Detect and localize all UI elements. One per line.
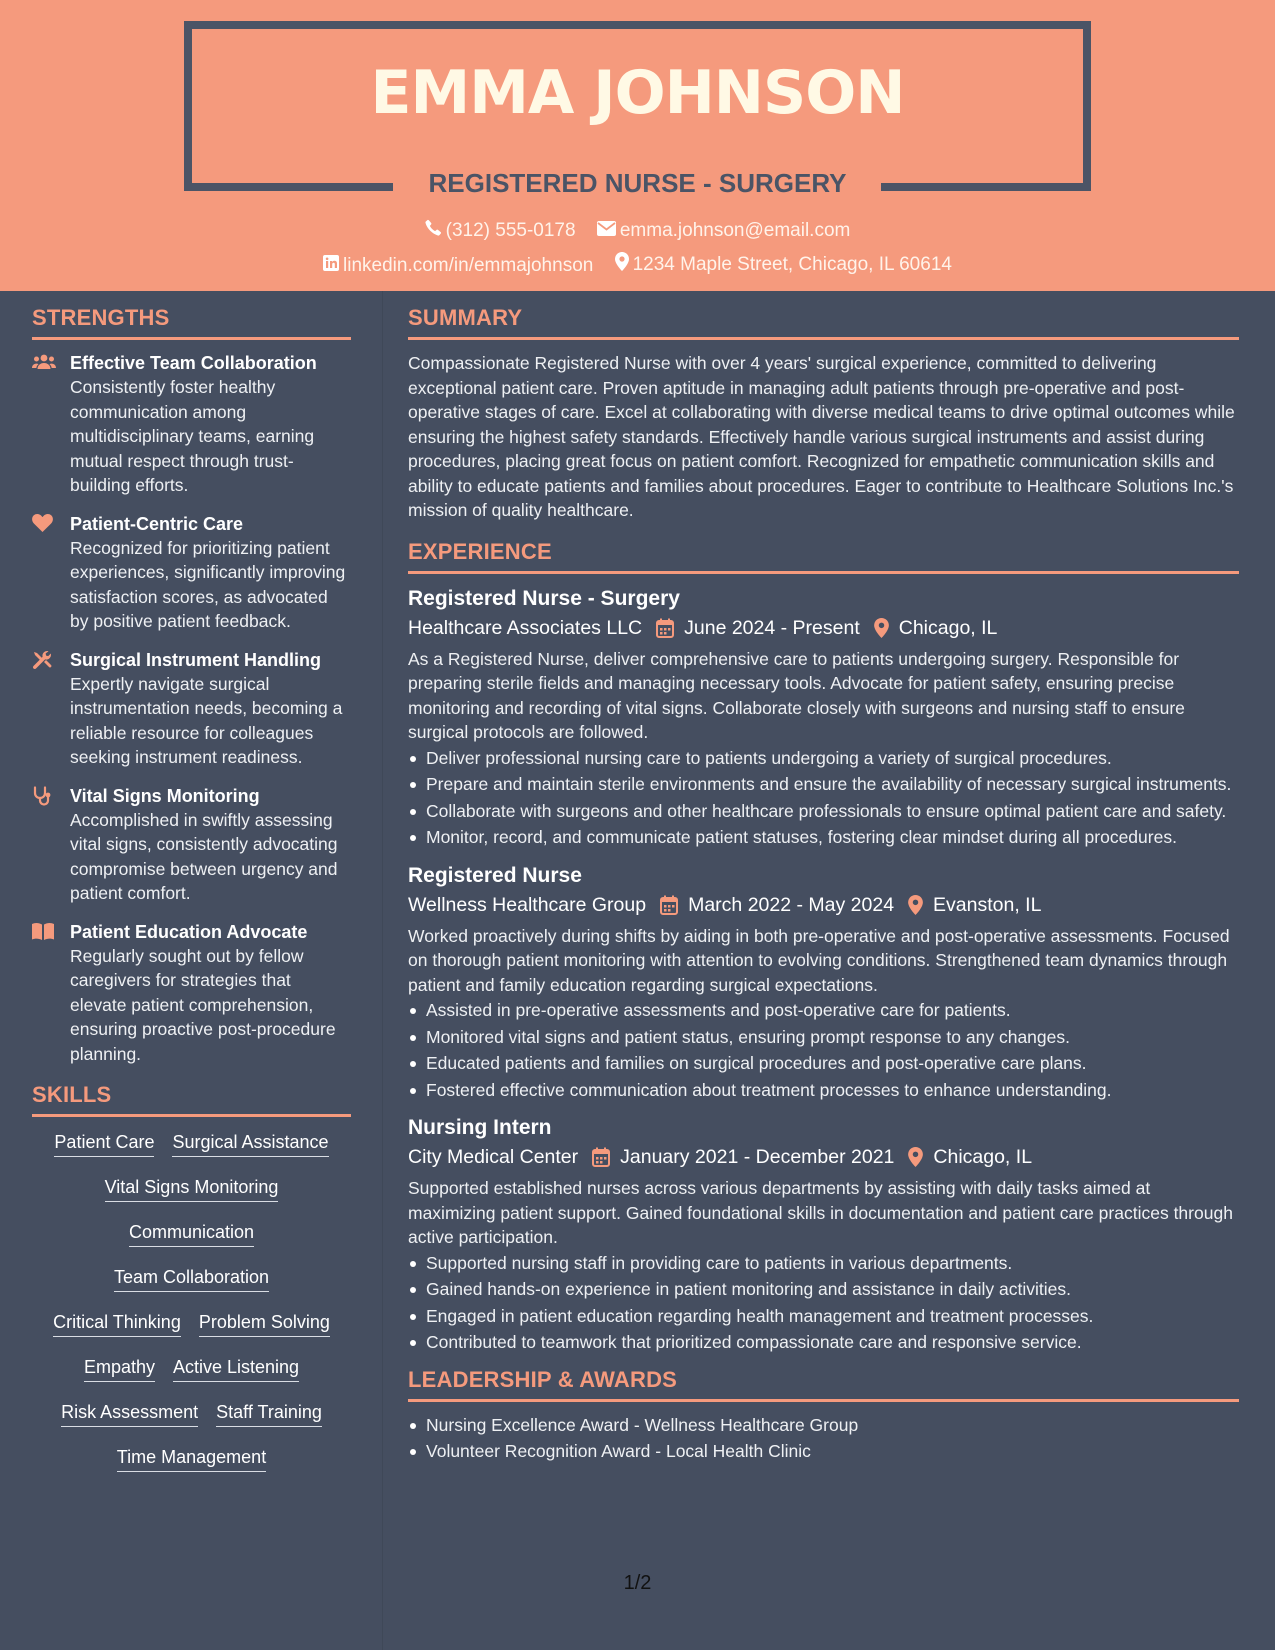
map-pin-icon (874, 618, 889, 638)
candidate-name: EMMA JOHNSON (370, 58, 905, 128)
strength-description: Expertly navigate surgical instrumentation needs, becoming a reliable resource for colleagues seeking instrument readiness. (70, 673, 343, 767)
skill-tag: Team Collaboration (114, 1267, 269, 1292)
list-item: Contributed to teamwork that prioritized compassionate care and responsive service. (408, 1330, 1239, 1355)
strength-description: Accomplished in swiftly assessing vital signs, consistently advocating compromise between urgency and patient comfort. (70, 809, 338, 903)
skill-row (32, 1308, 351, 1353)
address-contact (615, 252, 952, 277)
page-number: 1/2 (623, 1572, 652, 1594)
skill-row (32, 1128, 351, 1173)
strength-item (32, 920, 351, 1067)
skill-tag: Risk Assessment (61, 1402, 198, 1427)
address: 1234 Maple Street, Chicago, IL 60614 (632, 253, 952, 275)
list-item: Monitor, record, and communicate patient statuses, fostering clear mindset during all procedures. (408, 825, 1239, 850)
job-meta (408, 1142, 1239, 1172)
strength-item (32, 512, 351, 634)
awards-list (408, 1413, 1239, 1464)
strength-item (32, 648, 351, 770)
strength-title: Surgical Instrument Handling (70, 649, 322, 670)
heart-icon (32, 512, 70, 634)
job-bullets (408, 1251, 1239, 1355)
contact-line-1 (0, 219, 1275, 242)
list-item: Prepare and maintain sterile environments and ensure the availability of necessary surgical instruments. (408, 772, 1239, 797)
map-pin-icon (908, 1147, 923, 1167)
book-icon (32, 920, 70, 1067)
strength-item (32, 784, 351, 906)
list-item: Educated patients and families on surgical procedures and post-operative care plans. (408, 1051, 1239, 1076)
list-item: Supported nursing staff in providing care to patients in various departments. (408, 1251, 1239, 1276)
job-bullets (408, 998, 1239, 1102)
list-item: Gained hands-on experience in patient monitoring and assistance in daily activities. (408, 1277, 1239, 1302)
skill-row (32, 1443, 351, 1488)
job-entry (408, 585, 1239, 850)
job-location: Chicago, IL (898, 616, 998, 639)
skill-tag: Surgical Assistance (172, 1132, 328, 1157)
skill-tag: Empathy (84, 1357, 155, 1382)
strength-description: Regularly sought out by fellow caregivers for strategies that elevate patient comprehension, ensuring proactive post-procedure planning. (70, 945, 336, 1064)
phone-icon (425, 219, 446, 242)
skill-row (32, 1218, 351, 1263)
right-column (408, 305, 1239, 1466)
map-pin-icon (908, 895, 923, 915)
envelope-icon (597, 220, 620, 242)
awards-heading: LEADERSHIP & AWARDS (408, 1367, 1239, 1402)
job-role: Nursing Intern (408, 1116, 552, 1139)
job-meta (408, 613, 1239, 643)
list-item: Nursing Excellence Award - Wellness Healthcare Group (408, 1413, 1239, 1438)
strength-description: Recognized for prioritizing patient experiences, significantly improving satisfaction scores, as advocated by positive patient feedback. (70, 537, 346, 631)
strength-title: Patient-Centric Care (70, 513, 244, 534)
skill-tag: Problem Solving (199, 1312, 330, 1337)
skill-row (32, 1263, 351, 1308)
contact-line-2 (0, 252, 1275, 277)
calendar-icon (592, 1147, 610, 1167)
skill-tag: Critical Thinking (53, 1312, 181, 1337)
list-item: Deliver professional nursing care to patients undergoing a variety of surgical procedures. (408, 746, 1239, 771)
skills-list (32, 1128, 351, 1488)
strength-description: Consistently foster healthy communication among multidisciplinary teams, earning mutual respect through trust-building efforts. (70, 377, 315, 495)
job-dates: June 2024 - Present (684, 616, 860, 639)
job-location: Chicago, IL (933, 1146, 1033, 1168)
list-item: Engaged in patient education regarding health management and treatment processes. (408, 1304, 1239, 1329)
list-item: Fostered effective communication about treatment processes to enhance understanding. (408, 1078, 1239, 1103)
job-role: Registered Nurse - Surgery (408, 586, 680, 610)
linkedin-contact[interactable] (323, 255, 593, 277)
skill-row (32, 1173, 351, 1218)
job-role: Registered Nurse (408, 863, 582, 887)
linkedin-icon (323, 255, 343, 277)
users-icon (32, 351, 70, 498)
linkedin-url[interactable]: linkedin.com/in/emmajohnson (343, 255, 594, 276)
job-title: REGISTERED NURSE - SURGERY (428, 168, 847, 198)
list-item: Volunteer Recognition Award - Local Health Clinic (408, 1439, 1239, 1464)
tools-icon (32, 648, 70, 770)
column-divider (382, 291, 383, 1650)
stethoscope-icon (32, 784, 70, 906)
job-description: Worked proactively during shifts by aiding in both pre-operative and post-operative assessments. Focused on thorough patient monitoring with attention to evolving conditions. Strengthened team dynamics through patient and family education regarding surgical expectations. (408, 925, 1230, 995)
skill-tag: Vital Signs Monitoring (105, 1177, 279, 1202)
job-entry (408, 862, 1239, 1103)
job-description: Supported established nurses across various departments by assisting with daily tasks aimed at maximizing patient support. Gained foundational skills in documentation and patient care practices through active participation. (408, 1178, 1233, 1247)
calendar-icon (656, 618, 674, 638)
skill-tag: Time Management (117, 1447, 266, 1472)
skill-row (32, 1398, 351, 1443)
left-column (32, 305, 351, 1488)
skill-row (32, 1353, 351, 1398)
strength-title: Effective Team Collaboration (70, 353, 317, 373)
list-item: Assisted in pre-operative assessments and post-operative care for patients. (408, 998, 1239, 1023)
strength-item (32, 351, 351, 498)
experience-heading: EXPERIENCE (408, 539, 1239, 574)
skill-tag: Active Listening (173, 1357, 299, 1382)
phone-contact (425, 219, 576, 242)
job-location: Evanston, IL (933, 893, 1042, 916)
list-item: Collaborate with surgeons and other healthcare professionals to ensure optimal patient care and safety. (408, 799, 1239, 824)
job-entry (408, 1114, 1239, 1355)
email-contact[interactable] (597, 220, 851, 242)
skills-heading: SKILLS (32, 1082, 351, 1117)
job-dates: January 2021 - December 2021 (620, 1146, 895, 1168)
header-banner (0, 0, 1275, 291)
skill-tag: Patient Care (54, 1132, 154, 1157)
company-name: Healthcare Associates LLC (408, 616, 643, 639)
company-name: City Medical Center (408, 1146, 579, 1168)
job-description: As a Registered Nurse, deliver comprehensive care to patients undergoing surgery. Responsible for preparing sterile fields and managing necessary tools. Advocate for patient safety, ensuring precise monitoring and recording of vital signs. Collaborate closely with surgeons and nursing staff to ensure surgical protocols are followed. (408, 648, 1185, 742)
skill-tag: Staff Training (216, 1402, 322, 1427)
company-name: Wellness Healthcare Group (408, 893, 647, 916)
summary-heading: SUMMARY (408, 305, 1239, 340)
strengths-heading: STRENGTHS (32, 305, 351, 340)
job-bullets (408, 746, 1239, 850)
phone-number: (312) 555-0178 (445, 219, 576, 241)
summary-text: Compassionate Registered Nurse with over 4 years' surgical experience, committed to delivering exceptional patient care. Proven aptitude in managing adult patients through pre-operative and post-operative stages of care. Excel at collaborating with diverse medical teams to drive optimal outcomes while ensuring the highest safety standards. Effectively handle various surgical instruments and assist during procedures, placing great focus on patient comfort. Recognized for empathetic communication skills and ability to educate patients and families about procedures. Eager to contribute to Healthcare Solutions Inc.'s mission of quality healthcare. (408, 353, 1235, 520)
job-meta (408, 890, 1239, 920)
email-address[interactable]: emma.johnson@email.com (619, 220, 851, 241)
skill-tag: Communication (129, 1222, 254, 1247)
strength-title: Patient Education Advocate (70, 921, 308, 942)
list-item: Monitored vital signs and patient status, ensuring prompt response to any changes. (408, 1025, 1239, 1050)
strength-title: Vital Signs Monitoring (70, 785, 260, 806)
job-dates: March 2022 - May 2024 (688, 893, 895, 916)
map-pin-icon (615, 252, 633, 277)
calendar-icon (660, 895, 678, 915)
